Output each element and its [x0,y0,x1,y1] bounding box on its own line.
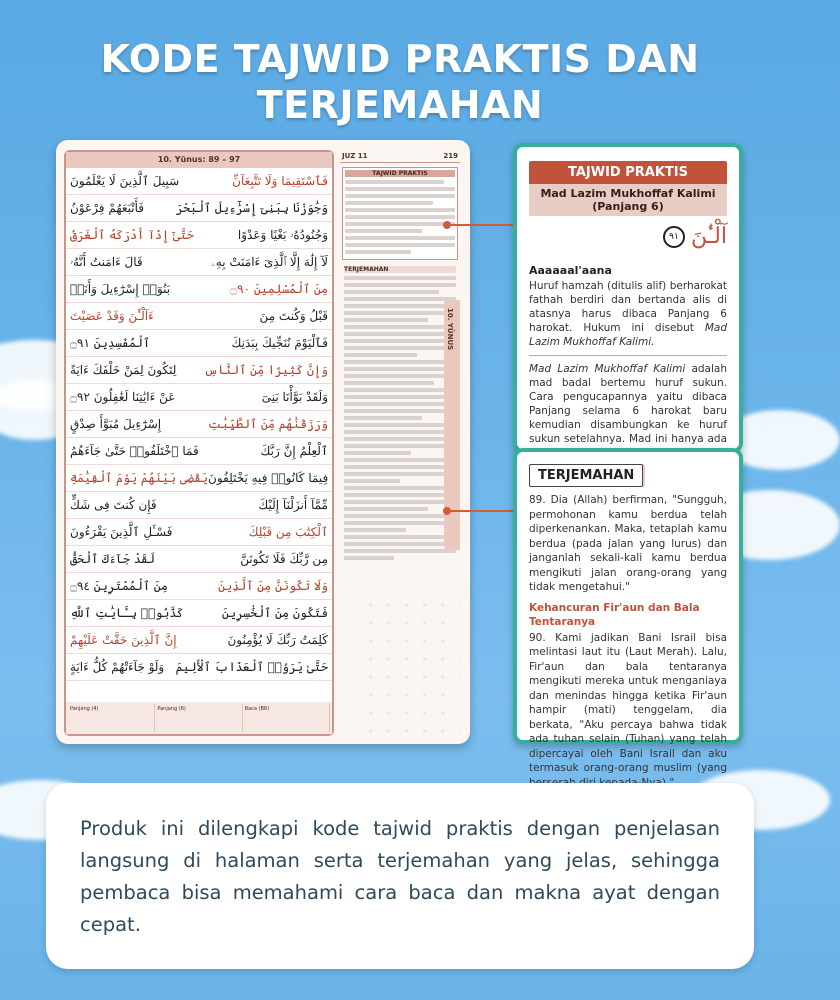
tajwid-term: Aaaaaal'aana [529,264,612,277]
arabic-line: لَآ إِلَٰهَ إِلَّا ٱلَّذِىٓ ءَامَنَتْ بِهِۦ [211,254,328,269]
verse-line [66,519,332,546]
mini-text-lines [344,276,456,560]
mini-text-lines [345,180,455,254]
verse-line [66,222,332,249]
arabic-line: عَنْ ءَايَٰتِنَا لَغَٰفِلُونَ ۝٩٢ [70,390,176,404]
arabic-line: وَإِنَّ كَثِيرًا مِّنَ ٱلنَّاسِ [204,363,328,377]
verse-line [66,573,332,600]
mini-tajwid-title: TAJWID PRAKTIS [345,170,455,177]
arabic-line: كَذَّبُوا۟ بِـَٔايَٰتِ ٱللَّهِ [70,606,184,620]
connector-line [447,510,517,512]
arabic-line: مِن رَّبِّكَ فَلَا تَكُونَنَّ [240,552,328,566]
mini-terjemahan-title: TERJEMAHAN [344,266,456,273]
arabic-line: يَقْضِى بَيْنَهُمْ يَوْمَ ٱلْقِيَٰمَةِ [70,471,209,485]
arabic-word: آلْـٰٔنَ [690,224,727,249]
arabic-line: لَقَدْ جَآءَكَ ٱلْحَقُّ [70,552,155,566]
ornament-pattern [360,596,460,736]
tajwid-arabic-example [529,224,727,254]
arabic-line: قَالَ ءَامَنتُ أَنَّهُۥ [70,254,143,269]
tajwid-legend [66,702,332,734]
arabic-line: فَتَكُونَ مِنَ ٱلْخَٰسِرِينَ [221,606,328,620]
verse-line [66,492,332,519]
mini-terjemahan-box [342,264,458,565]
verse-line [66,249,332,276]
arabic-line: ٱلْمُفْسِدِينَ ۝٩١ [70,336,150,350]
arabic-line: قَبْلُ وَكُنتَ مِنَ [259,309,328,323]
paragraph-text: Huruf hamzah (ditulis alif) berharokat fathah berdiri dan bertanda alis di atasnya harus dibaca Panjang 6 harokat. Hukum ini disebut [529,280,727,334]
verse-line [66,276,332,303]
book-page [56,140,470,744]
arabic-line: مِنَ ٱلْمُسْلِمِينَ ۝٩٠ [230,282,328,296]
paragraph-italic: Mad Lazim Mukhoffaf Kalimi. [529,322,727,348]
arabic-line: مِنَ ٱلْمُمْتَرِينَ ۝٩٤ [70,579,168,593]
verse-line [66,438,332,465]
arabic-line: إِسْرَٰٓءِيلَ مُبَوَّأَ صِدْقٍ [70,417,162,431]
quran-page-right [340,150,460,736]
legend-item: Panjang (6) [155,704,242,732]
tajwid-paragraph-2 [529,362,727,460]
arabic-line: حَتَّىٰٓ إِذَآ أَدْرَكَهُ ٱلْغَرَقُ [70,228,194,242]
arabic-line: وَرَزَقْنَٰهُم مِّنَ ٱلطَّيِّبَٰتِ [207,417,328,431]
juz-header [340,150,460,163]
arabic-line: كَلِمَتُ رَبِّكَ لَا يُؤْمِنُونَ [227,633,328,647]
tajwid-paragraph-1 [529,279,727,349]
terjemahan-callout [513,448,743,774]
arabic-line: ٱلْعِلْمُ إِنَّ رَبَّكَ [260,444,328,458]
verse-line [66,168,332,195]
surah-tab-label: 10. YŪNUS [446,308,454,351]
legend-item: Baca (BR) [243,704,330,732]
verse-line [66,330,332,357]
verse-line [66,357,332,384]
arabic-line: فَإِن كُنتَ فِى شَكٍّ [70,498,157,512]
description-card [46,783,754,969]
arabic-line: سَبِيلَ ٱلَّذِينَ لَا يَعْلَمُونَ [70,174,180,188]
arabic-line: فِيمَا كَانُوا۟ فِيهِ يَخْتَلِفُونَ [208,471,329,485]
verse-line [66,627,332,654]
arabic-line: حَتَّىٰ يَرَوُا۟ ٱلْعَذَابَ ٱلْأَلِيمَ [175,660,328,674]
tajwid-heading: TAJWID PRAKTIS [529,161,727,184]
verse-89-translation: 89. Dia (Allah) berfirman, "Sungguh, permohonan kamu berdua telah diperkenankan. Maka, tetaplah kamu berdua (pada jalan yang lurus) dan janganlah sekali-kali kamu berdua mengikuti jalan orang-orang yang tidak mengetahui." [529,494,727,593]
arabic-line: وَجَٰوَزْنَا بِبَنِىٓ إِسْرَٰٓءِيلَ ٱلْبَحْرَ [175,201,328,215]
mini-tajwid-box [342,167,458,260]
tajwid-callout [513,143,743,453]
arabic-line: ءَآلْـَٰٔنَ وَقَدْ عَصَيْتَ [70,309,154,323]
paragraph-italic: Mad Lazim Mukhoffaf Kalimi [529,363,686,375]
page-number: 219 [443,152,458,160]
verse-line [66,600,332,627]
arabic-line: فَمَا ٱخْتَلَفُوا۟ حَتَّىٰ جَآءَهُمُ [70,444,199,458]
page-title: KODE TAJWID PRAKTIS DAN TERJEMAHAN [100,37,700,127]
arabic-line: ٱلْكِتَٰبَ مِن قَبْلِكَ [248,525,328,539]
arabic-line: فَٱسْتَقِيمَا وَلَا تَتَّبِعَآنِّ [232,174,328,188]
paragraph-text: adalah mad badal bertemu huruf sukun. Cara pengucapannya yaitu dibaca Panjang selama 6 harokat baru kemudian disambungkan ke huruf sukun setelahnya. Mad ini hanya ada [529,363,727,445]
verse-line [66,195,332,222]
divider [529,355,727,356]
arabic-line: فَسْـَٔلِ ٱلَّذِينَ يَقْرَءُونَ [70,525,173,539]
verse-line [66,465,332,492]
arabic-line: إِنَّ ٱلَّذِينَ حَقَّتْ عَلَيْهِمْ [70,633,177,647]
terjemahan-heading: TERJEMAHAN [529,464,643,487]
juz-label: JUZ 11 [342,152,368,160]
legend-item: Panjang (4) [68,704,155,732]
arabic-line: وَلَقَدْ بَوَّأْنَا بَنِىٓ [261,390,328,404]
connector-line [447,224,517,226]
page-header: 10. Yūnus: 89 – 97 [66,152,332,168]
section-subheading: Kehancuran Fir'aun dan Bala Tentaranya [529,601,700,628]
verse-line [66,384,332,411]
tajwid-subheading: Mad Lazim Mukhoffaf Kalimi (Panjang 6) [529,184,727,216]
arabic-line: وَلَوْ جَآءَتْهُمْ كُلُّ ءَايَةٍ [70,660,165,674]
verse-line [66,654,332,681]
verse-number-badge: ٩١ [663,226,685,248]
arabic-line: وَلَا تَكُونَنَّ مِنَ ٱلَّذِينَ [218,579,328,593]
arabic-line: بَنُوٓا۟ إِسْرَٰٓءِيلَ وَأَنَا۠ [70,282,171,296]
arabic-line: فَأَتْبَعَهُمْ فِرْعَوْنُ [70,201,145,215]
arabic-line: فَٱلْيَوْمَ نُنَجِّيكَ بِبَدَنِكَ [231,336,328,350]
arabic-line: وَجُنُودُهُۥ بَغْيًا وَعَدْوًا [237,227,328,242]
arabic-line: لِتَكُونَ لِمَنْ خَلْفَكَ ءَايَةً [70,363,177,377]
verse-line [66,411,332,438]
verse-line [66,546,332,573]
quran-page-left [64,150,334,736]
verse-line [66,303,332,330]
arabic-line: مِّمَّآ أَنزَلْنَآ إِلَيْكَ [258,498,328,512]
verse-90-translation: 90. Kami jadikan Bani Israil bisa melintasi laut itu (Laut Merah). Lalu, Fir'aun dan bala tentaranya mengikuti mereka untuk menganiaya dan menindas hingga ketika Fir'aun hampir (mati) tenggelam, dia berkata, "Aku percaya bahwa tidak ada tuhan selain (Tuhan) yang telah dipercayai oleh Bani Israil dan aku termasuk orang-orang muslim (yang [529,631,727,774]
description-text: Produk ini dilengkapi kode tajwid praktis dengan penjelasan langsung di halaman serta terjemahan yang jelas, sehingga pembaca bisa memahami cara baca dan makna ayat dengan cepat. [80,817,720,936]
